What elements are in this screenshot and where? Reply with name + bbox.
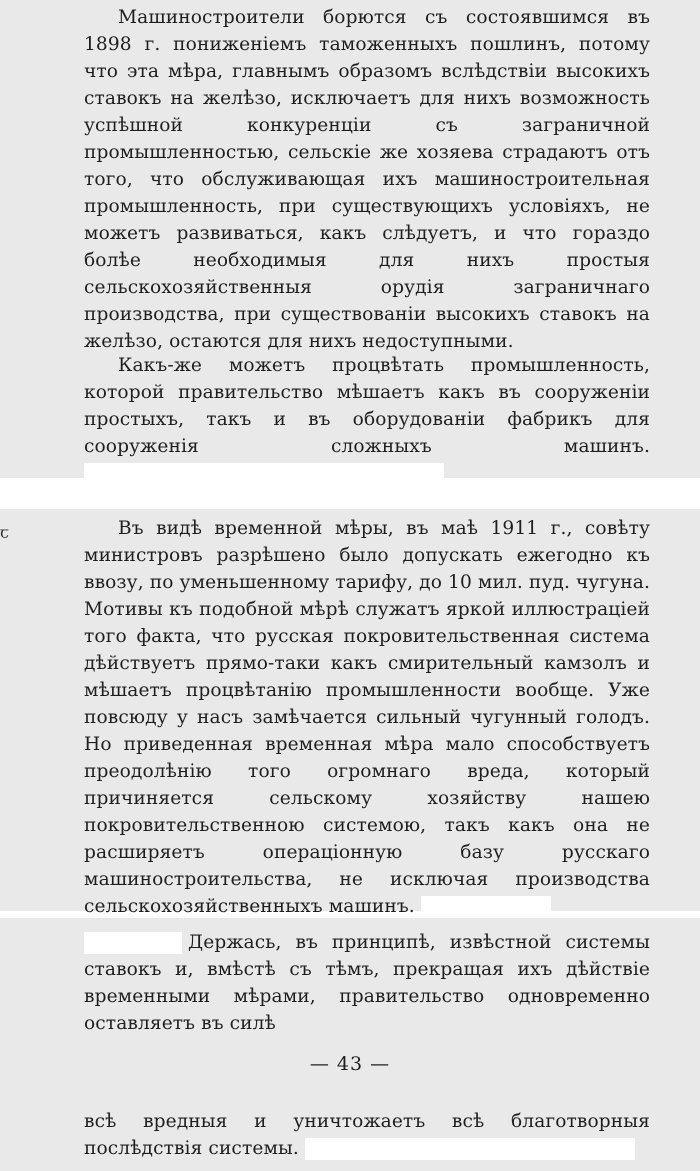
paragraph-text: Какъ-же можетъ процвѣтать промышленность, которой правительство мѣшаетъ какъ въ сооруженіи простыхъ, такъ и въ оборудованіи фабрикъ для сооруженія сложныхъ машинъ. (84, 355, 650, 457)
redaction-block (84, 463, 444, 485)
paragraph-consequences (84, 1108, 650, 1162)
margin-edge-mark: ꞇ (0, 523, 9, 542)
paragraph-text: Машиностроители борются съ состоявшимся въ 1898 г. пониженіемъ таможенныхъ пошлинъ, потому что эта мѣра, главнымъ образомъ вслѣдствіи высокихъ ставокъ на желѣзо, исключаетъ для нихъ возможность успѣшной конкуренціи съ заграничной промышленностью, сельскіе же хозяева страдаютъ отъ того, что обслуживающая ихъ машиностроительная промышленность, при существующихъ условіяхъ, не можетъ развиваться, какъ слѣдуетъ, и что гораздо болѣе необходимыя для нихъ простыя сельскохозяйственныя орудія заграничнаго производства, при существованіи высокихъ ставокъ на желѣзо, остаются для нихъ недоступными. (84, 7, 650, 352)
paragraph-text: Держась, въ принципѣ, извѣстной системы ставокъ и, вмѣстѣ съ тѣмъ, прекращая ихъ дѣйствіе временными мѣрами, правительство одновременно оставляетъ въ силѣ (84, 932, 650, 1034)
paragraph-text: Въ видѣ временной мѣры, въ маѣ 1911 г., совѣту министровъ разрѣшено было допускать ежегодно къ ввозу, по уменьшенному тарифу, до 10 мил. пуд. чугуна. Мотивы къ подобной мѣрѣ служатъ яркой иллюстраціей того факта, что русская покровительственная система дѣйствуетъ прямо-таки какъ смирительный камзолъ и мѣшаетъ процвѣтанію промышленности вообще. Уже повсюду у насъ замѣчается сильный чугунный голодъ. Но приведенная временная мѣра мало способствуетъ преодолѣнію того огромнаго вреда, который причиняется сельскому хозяйству нашею покровительственною системою, такъ какъ она не расширяетъ операціонную базу русскаго машиностроительства, не исключая производства сельскохозяйственныхъ машинъ. (84, 518, 650, 917)
paragraph-text: всѣ вредныя и уничтожаетъ всѣ благотворныя послѣдствія системы. (84, 1111, 650, 1159)
paragraph-industry-question (84, 352, 650, 487)
page-number: — 43 — (309, 1053, 391, 1075)
redaction-block (84, 932, 182, 954)
paragraph-system-rates (84, 929, 650, 1037)
paragraph-machine-builders (84, 4, 650, 355)
redaction-block (305, 1138, 635, 1160)
paragraph-temporary-measure (84, 515, 650, 920)
redaction-block (421, 896, 551, 918)
